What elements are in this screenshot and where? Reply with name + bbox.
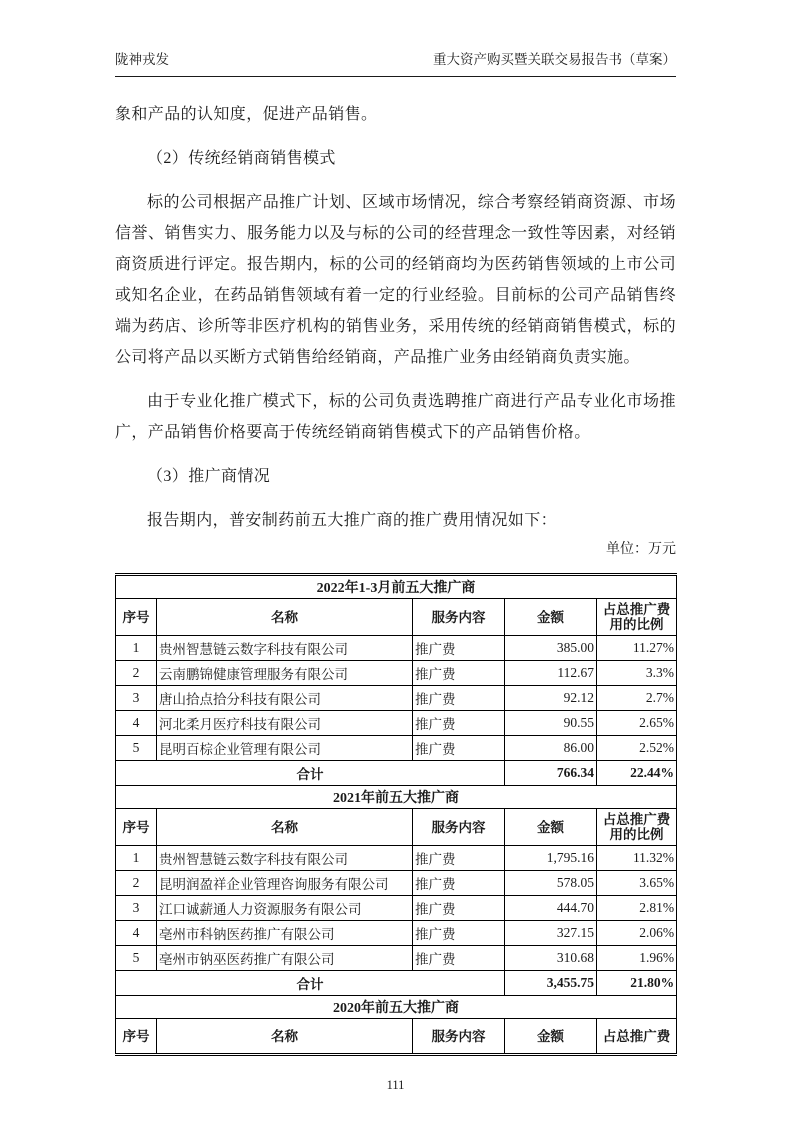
cell-service: 推广费: [413, 921, 505, 946]
cell-ratio: 2.52%: [597, 736, 677, 761]
body-paragraph-continuation: 象和产品的认知度，促进产品销售。: [115, 106, 378, 123]
cell-no: 3: [116, 686, 157, 711]
total-row: [116, 761, 677, 786]
cell-total-ratio: 22.44%: [597, 761, 677, 786]
cell-ratio: 2.7%: [597, 686, 677, 711]
col-header-no: 序号: [116, 809, 157, 846]
cell-amount: 92.12: [505, 686, 597, 711]
table-row: [116, 636, 677, 661]
page-content: [115, 0, 676, 1093]
col-header-name: 名称: [157, 809, 413, 846]
col-header-amount: 金额: [505, 1019, 597, 1055]
col-header-amount: 金额: [505, 809, 597, 846]
promoters-table-2020: [115, 995, 677, 1056]
body-paragraph-table-intro: 报告期内，普安制药前五大推广商的推广费用情况如下：: [147, 512, 558, 529]
header-company-name: 陇神戎发: [115, 52, 169, 67]
cell-amount: 310.68: [505, 946, 597, 971]
cell-name: 江口诚薪通人力资源服务有限公司: [157, 896, 413, 921]
cell-amount: 90.55: [505, 711, 597, 736]
cell-amount: 327.15: [505, 921, 597, 946]
cell-service: 推广费: [413, 896, 505, 921]
page-number: 111: [386, 1078, 405, 1092]
cell-service: 推广费: [413, 871, 505, 896]
body-paragraph-distributor-mode: 标的公司根据产品推广计划、区域市场情况，综合考察经销商资源、市场信誉、销售实力、服务能力以及与标的公司的经营理念一致性等因素，对经销商资质进行评定。报告期内，标的公司的经销商均为医药销售领域的上市公司或知名企业，在药品销售领域有着一定的行业经验。目前标的公司产品销售终端为药店、诊所等非医疗机构的销售业务，采用传统的经销商销售模式，标的公司将产品以买断方式销售给经销商，产品推广业务由经销商负责实施。: [115, 194, 676, 366]
page-header: [115, 52, 676, 77]
section-heading-3: （3）推广商情况: [147, 468, 271, 485]
cell-service: 推广费: [413, 661, 505, 686]
cell-no: 2: [116, 871, 157, 896]
cell-no: 5: [116, 946, 157, 971]
table-title-row: [116, 996, 677, 1019]
cell-no: 1: [116, 846, 157, 871]
cell-amount: 578.05: [505, 871, 597, 896]
cell-total-amount: 766.34: [505, 761, 597, 786]
cell-name: 贵州智慧链云数字科技有限公司: [157, 846, 413, 871]
table-header-row: [116, 1019, 677, 1055]
cell-total-amount: 3,455.75: [505, 971, 597, 996]
cell-ratio: 11.32%: [597, 846, 677, 871]
cell-ratio: 1.96%: [597, 946, 677, 971]
table-row: [116, 736, 677, 761]
col-header-ratio: 占总推广费用的比例: [597, 599, 677, 636]
cell-no: 1: [116, 636, 157, 661]
col-header-ratio: 占总推广费: [597, 1019, 677, 1055]
table-title: 2021年前五大推广商: [116, 786, 677, 809]
col-header-amount: 金额: [505, 599, 597, 636]
cell-amount: 86.00: [505, 736, 597, 761]
unit-label: 单位：万元: [606, 542, 676, 557]
col-header-ratio: 占总推广费用的比例: [597, 809, 677, 846]
table-row: [116, 921, 677, 946]
cell-no: 4: [116, 921, 157, 946]
table-row: [116, 661, 677, 686]
table-title: 2022年1-3月前五大推广商: [116, 575, 677, 599]
cell-amount: 1,795.16: [505, 846, 597, 871]
cell-amount: 444.70: [505, 896, 597, 921]
cell-name: 唐山拾点拾分科技有限公司: [157, 686, 413, 711]
cell-name: 云南鹏锦健康管理服务有限公司: [157, 661, 413, 686]
table-row: [116, 871, 677, 896]
table-header-row: [116, 809, 677, 846]
cell-service: 推广费: [413, 686, 505, 711]
table-title: 2020年前五大推广商: [116, 996, 677, 1019]
table-header-row: [116, 599, 677, 636]
table-title-row: [116, 786, 677, 809]
cell-no: 4: [116, 711, 157, 736]
cell-service: 推广费: [413, 846, 505, 871]
col-header-no: 序号: [116, 599, 157, 636]
section-heading-2: （2）传统经销商销售模式: [147, 150, 336, 167]
cell-total-label: 合计: [116, 761, 505, 786]
cell-ratio: 3.3%: [597, 661, 677, 686]
col-header-service: 服务内容: [413, 599, 505, 636]
cell-service: 推广费: [413, 636, 505, 661]
cell-no: 2: [116, 661, 157, 686]
table-row: [116, 711, 677, 736]
cell-ratio: 2.81%: [597, 896, 677, 921]
col-header-service: 服务内容: [413, 1019, 505, 1055]
table-row: [116, 846, 677, 871]
col-header-name: 名称: [157, 599, 413, 636]
body-paragraph-promotion-price: 由于专业化推广模式下，标的公司负责选聘推广商进行产品专业化市场推广，产品销售价格要高于传统经销商销售模式下的产品销售价格。: [115, 393, 676, 441]
cell-name: 亳州市科钠医药推广有限公司: [157, 921, 413, 946]
cell-name: 昆明百棕企业管理有限公司: [157, 736, 413, 761]
cell-total-label: 合计: [116, 971, 505, 996]
cell-ratio: 3.65%: [597, 871, 677, 896]
promoters-table-2022: [115, 573, 677, 786]
header-doc-title: 重大资产购买暨关联交易报告书（草案）: [433, 52, 676, 67]
cell-amount: 385.00: [505, 636, 597, 661]
table-row: [116, 686, 677, 711]
table-row: [116, 896, 677, 921]
total-row: [116, 971, 677, 996]
table-title-row: [116, 575, 677, 599]
cell-no: 3: [116, 896, 157, 921]
cell-ratio: 2.06%: [597, 921, 677, 946]
cell-no: 5: [116, 736, 157, 761]
cell-ratio: 11.27%: [597, 636, 677, 661]
cell-name: 河北柔月医疗科技有限公司: [157, 711, 413, 736]
cell-ratio: 2.65%: [597, 711, 677, 736]
col-header-name: 名称: [157, 1019, 413, 1055]
cell-service: 推广费: [413, 736, 505, 761]
cell-total-ratio: 21.80%: [597, 971, 677, 996]
promoters-table-2021: [115, 785, 677, 996]
cell-service: 推广费: [413, 711, 505, 736]
col-header-no: 序号: [116, 1019, 157, 1055]
cell-service: 推广费: [413, 946, 505, 971]
col-header-service: 服务内容: [413, 809, 505, 846]
cell-name: 亳州市钠巫医药推广有限公司: [157, 946, 413, 971]
cell-name: 贵州智慧链云数字科技有限公司: [157, 636, 413, 661]
table-row: [116, 946, 677, 971]
cell-amount: 112.67: [505, 661, 597, 686]
cell-name: 昆明润盈祥企业管理咨询服务有限公司: [157, 871, 413, 896]
